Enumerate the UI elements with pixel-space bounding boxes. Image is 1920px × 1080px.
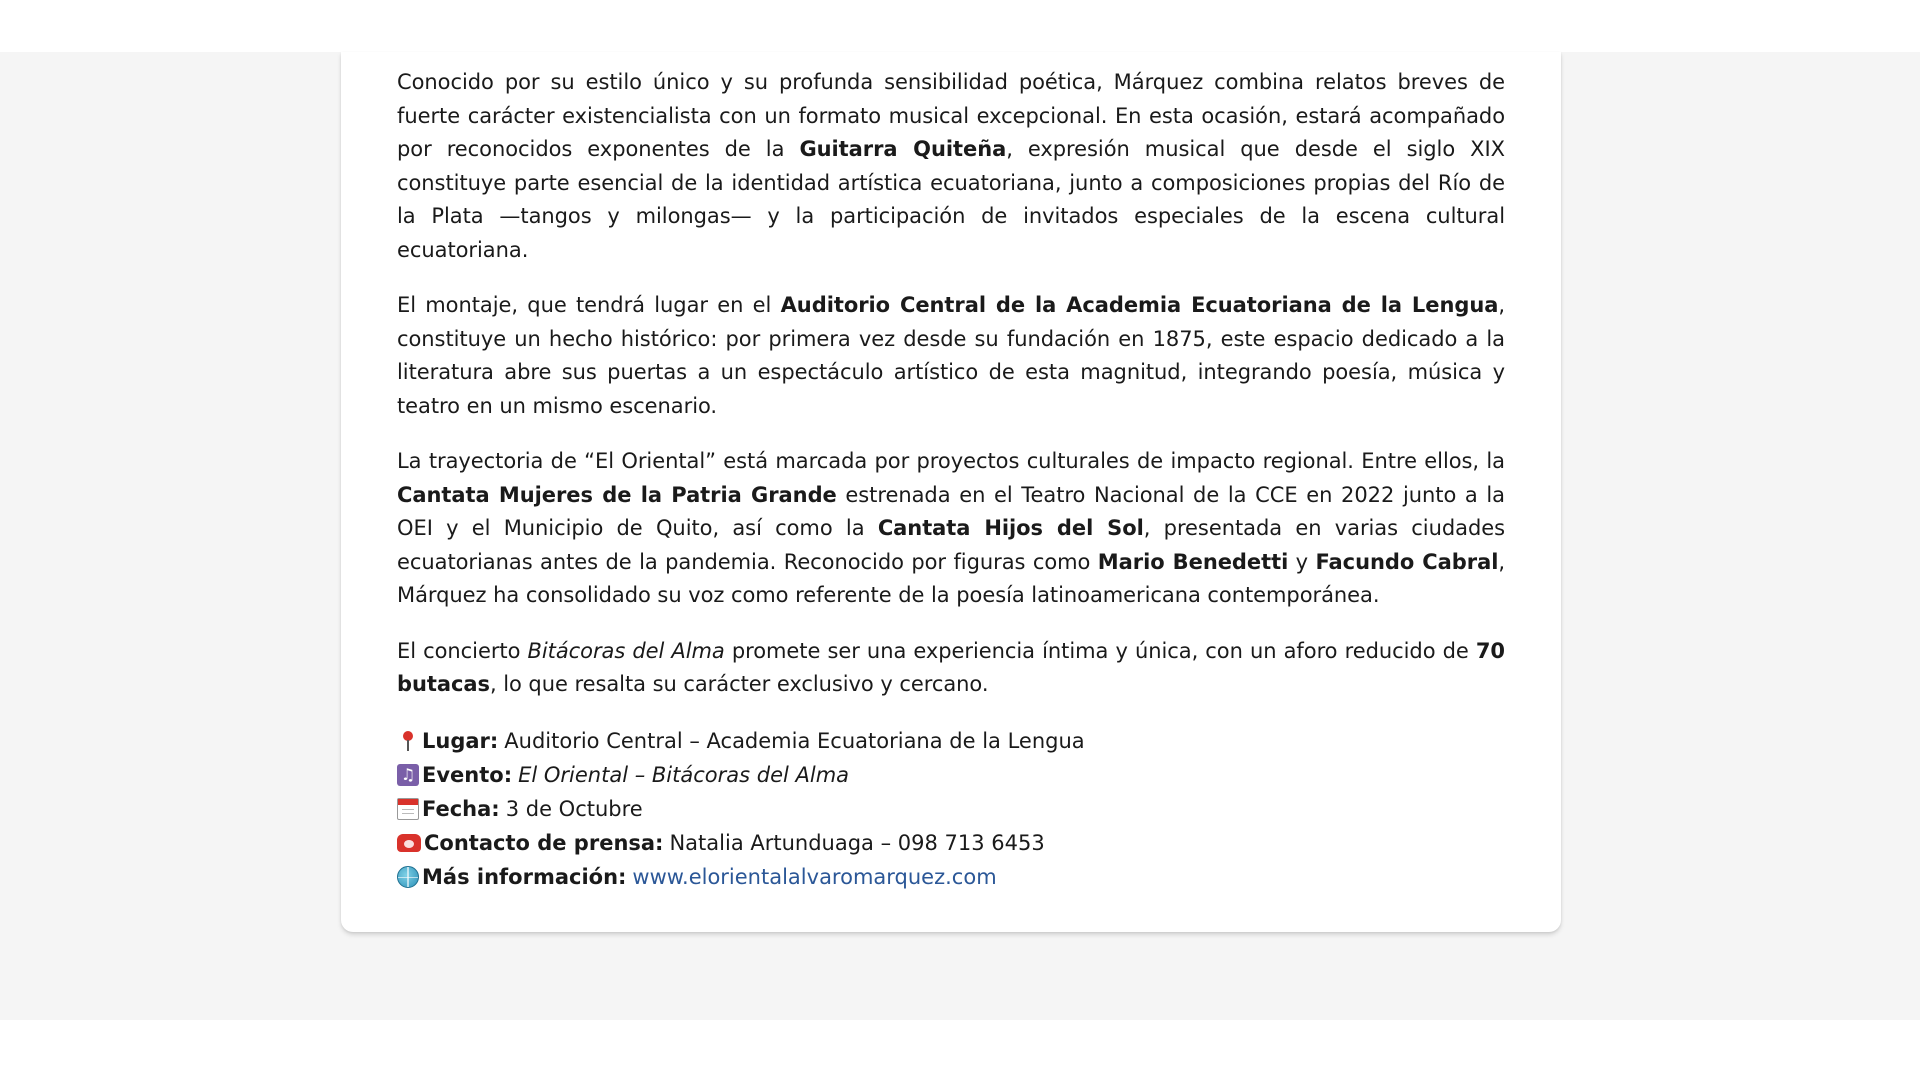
info-label: Lugar: [422,728,499,753]
info-label: Fecha: [422,796,500,821]
info-fecha [397,792,1505,826]
info-contacto [397,826,1505,860]
info-mas [397,860,1505,894]
bold-mario-benedetti: Mario Benedetti [1097,549,1289,574]
phone-icon [397,834,421,852]
text: , expresión musical que desde el siglo XIX constituye parte esencial de la identidad artística ecuatoriana, junto a composiciones propias del Río de la Plata —tangos y milongas— y la participación de invitados especiales de la escena cultural ecuatoriana. [397,137,1505,262]
italic-bitacoras: Bitácoras del Alma [527,638,725,663]
calendar-icon [397,798,419,820]
info-label: Evento: [422,762,513,787]
text: Conocido por su estilo único y su profunda sensibilidad poética, Márquez combina relatos breves de fuerte carácter existencialista con un formato musical excepcional. En esta ocasión, estará acompañado por reconocidos exponentes de la [397,70,1505,161]
text: , Márquez ha consolidado su voz como referente de la poesía latinoamericana contemporánea. [397,549,1505,607]
text: , presentada en varias ciudades ecuatorianas antes de la pandemia. Reconocido por figuras como [397,516,1505,574]
bold-facundo-cabral: Facundo Cabral [1315,549,1499,574]
pin-icon [397,730,419,752]
info-value: 3 de Octubre [505,796,643,821]
bold-cantata-hijos: Cantata Hijos del Sol [877,516,1144,540]
website-link[interactable]: www.elorientalalvaromarquez.com [632,864,997,889]
bottom-bar [0,1020,1920,1080]
paragraph-1 [397,66,1505,267]
paragraph-2 [397,289,1505,423]
event-info-list [397,724,1505,894]
text: promete ser una experiencia íntima y única, con un aforo reducido de [724,638,1476,663]
text: estrenada en el Teatro Nacional de la CCE en 2022 junto a la OEI y el Municipio de Quito, así como la [397,482,1505,540]
bold-cantata-mujeres: Cantata Mujeres de la Patria Grande [397,482,837,507]
bold-70-butacas: 70 butacas [397,638,1505,696]
top-bar [0,0,1920,52]
globe-icon [397,866,419,888]
info-lugar [397,724,1505,758]
bold-guitarra-quitena: Guitarra Quiteña [799,137,1007,161]
text: , constituye un hecho histórico: por primera vez desde su fundación en 1875, este espacio dedicado a la literatura abre sus puertas a un espectáculo artístico de esta magnitud, integrando poesía, música y teatro en un mismo escenario. [397,293,1505,418]
info-label: Más información: [422,864,627,889]
info-value: Natalia Artunduaga – 098 713 6453 [669,830,1045,855]
paragraph-3 [397,445,1505,613]
text: , lo que resalta su carácter exclusivo y cercano. [489,672,989,696]
text: El montaje, que tendrá lugar en el [397,293,781,317]
bold-auditorio: Auditorio Central de la Academia Ecuatoriana de la Lengua [780,293,1499,317]
text: y [1288,549,1316,574]
article-card [341,52,1561,932]
info-evento [397,758,1505,792]
info-value: El Oriental – Bitácoras del Alma [518,762,850,787]
music-icon: ♫ [397,764,419,786]
text: La trayectoria de “El Oriental” está marcada por proyectos culturales de impacto regional. Entre ellos, la [397,449,1505,473]
info-label: Contacto de prensa: [424,830,664,855]
text: El concierto [397,638,528,663]
info-value: Auditorio Central – Academia Ecuatoriana de la Lengua [504,728,1085,753]
paragraph-4 [397,635,1505,702]
